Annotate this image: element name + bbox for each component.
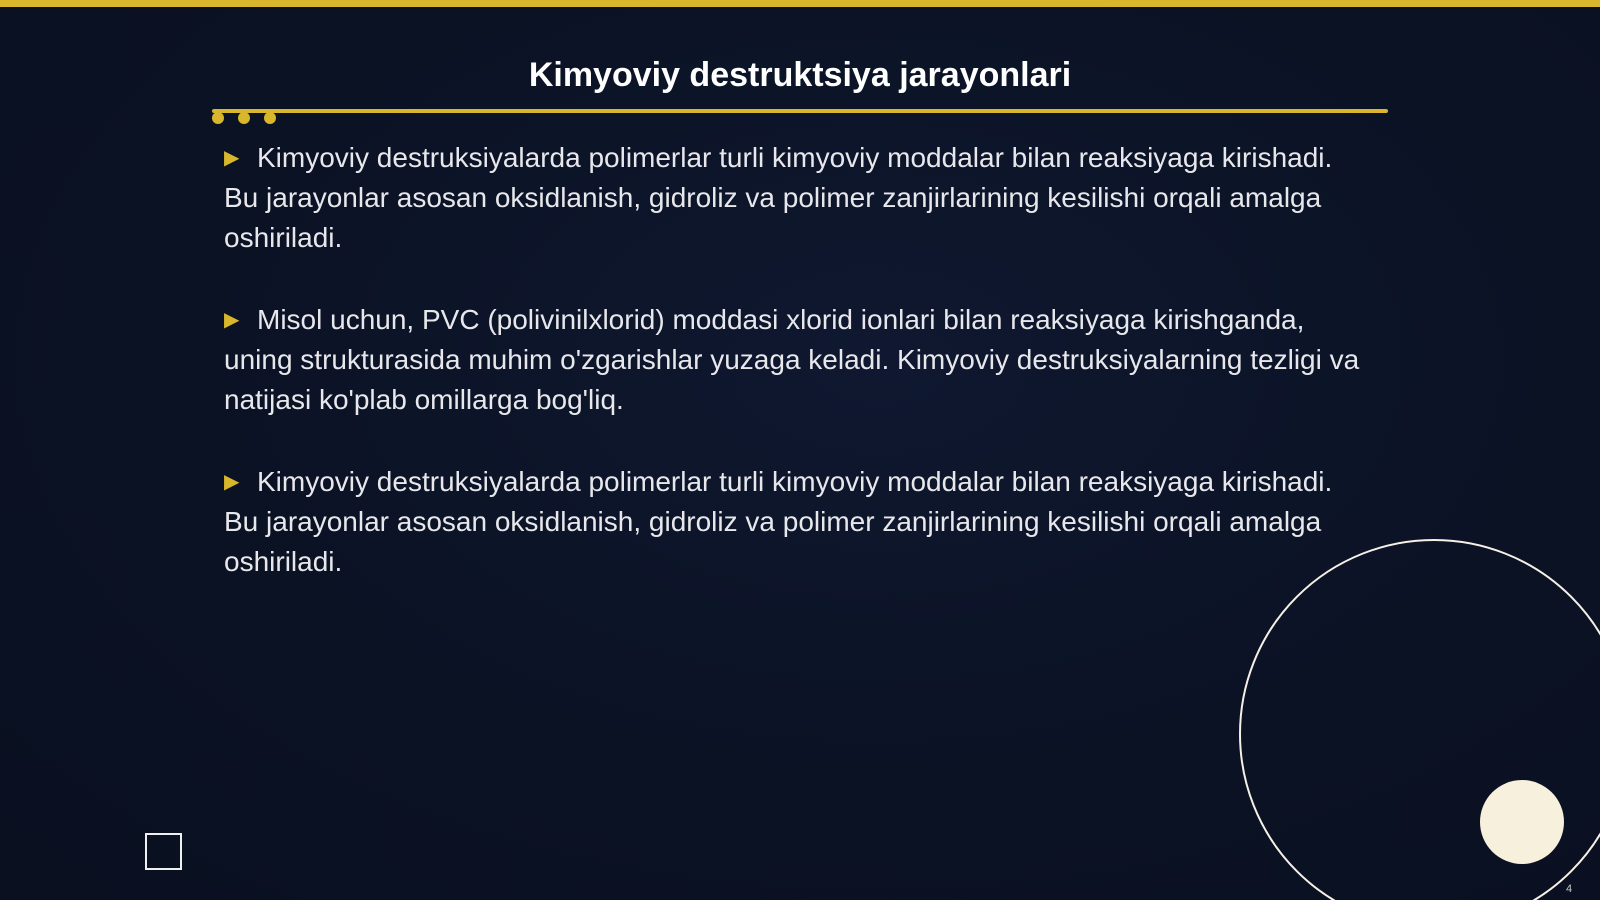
page-number: 4 bbox=[1566, 883, 1573, 895]
decorative-filled-circle bbox=[1480, 780, 1564, 864]
triangle-bullet-icon: ▶ bbox=[224, 309, 240, 331]
slide-title: Kimyoviy destruktsiya jarayonlari bbox=[528, 56, 1072, 94]
bullet-item bbox=[224, 300, 1374, 420]
dot-3 bbox=[264, 112, 276, 124]
bullet-item bbox=[224, 462, 1374, 582]
bullet-list bbox=[224, 138, 1374, 624]
title-underline bbox=[212, 109, 1388, 113]
triangle-bullet-icon: ▶ bbox=[224, 471, 240, 493]
decorative-square bbox=[145, 833, 182, 870]
dot-1 bbox=[212, 112, 224, 124]
triangle-bullet-icon: ▶ bbox=[224, 147, 240, 169]
bullet-item bbox=[224, 138, 1374, 258]
decorative-dots bbox=[212, 112, 276, 124]
bullet-text: Kimyoviy destruksiyalarda polimerlar turli kimyoviy moddalar bilan reaksiyaga kirishadi. Bu jarayonlar asosan oksidlanish, gidroliz va polimer zanjirlarining kesilishi orqali amalga oshiriladi. bbox=[224, 142, 1333, 253]
dot-2 bbox=[238, 112, 250, 124]
bullet-text: Kimyoviy destruksiyalarda polimerlar turli kimyoviy moddalar bilan reaksiyaga kirishadi. Bu jarayonlar asosan oksidlanish, gidroliz va polimer zanjirlarining kesilishi orqali amalga oshiriladi. bbox=[224, 466, 1333, 577]
bullet-text: Misol uchun, PVC (polivinilxlorid) moddasi xlorid ionlari bilan reaksiyaga kirishganda, uning strukturasida muhim o'zgarishlar yuzaga keladi. Kimyoviy destruksiyalarning tezligi va natijasi ko'plab omillarga bog'liq. bbox=[224, 304, 1360, 415]
top-accent-bar bbox=[0, 0, 1600, 7]
